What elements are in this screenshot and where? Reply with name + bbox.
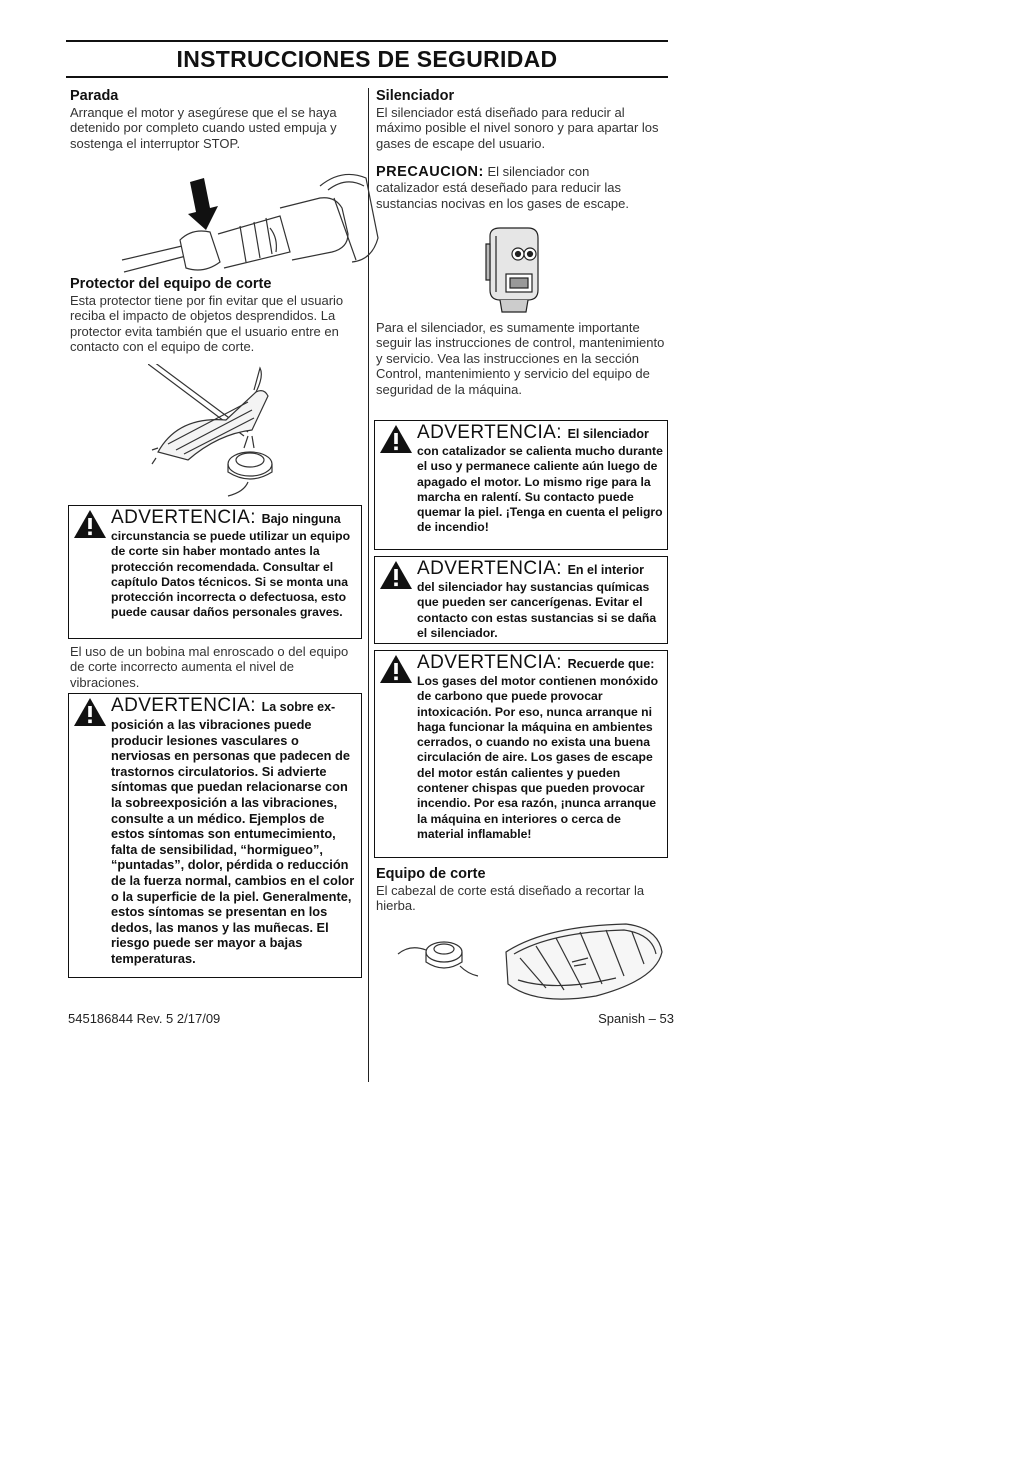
warning-box-guard xyxy=(68,505,362,639)
silenciador-heading: Silenciador xyxy=(376,88,455,104)
warning-title: ADVERTENCIA: La sobre ex- xyxy=(111,695,336,716)
down-arrow-icon xyxy=(188,178,218,230)
parada-heading: Parada xyxy=(70,88,119,104)
warning-triangle-icon xyxy=(73,697,107,727)
warning-text: con catalizador se calienta mucho durante el uso y permanece caliente aún luego de apagado el motor. Lo mismo rige para la marcha en ralentí. Su contacto puede quemar la piel. ¡Tenga en cuenta el peligro de incendio! xyxy=(417,444,663,535)
protector-text: Esta protector tiene por fin evitar que el usuario reciba el impacto de objetos desprendidos. La protector evita también que el usuario entre en contacto con el equipo de corte. xyxy=(70,293,344,355)
stop-switch-illustration xyxy=(120,168,380,286)
warning-text: circunstancia se puede utilizar un equipo de corte sin haber montado antes la protección recomendada. Consultar el capítulo Datos técnicos. Si se monta una protección incorrecta o defectuosa, esto puede causar daños personales graves. xyxy=(111,529,351,620)
warning-triangle-icon xyxy=(379,560,413,590)
warning-triangle-icon xyxy=(379,424,413,454)
page-title: INSTRUCCIONES DE SEGURIDAD xyxy=(66,40,668,78)
warning-triangle-icon xyxy=(379,654,413,684)
footer-docnum: 545186844 Rev. 5 2/17/09 xyxy=(68,1011,221,1026)
warning-text: del silenciador hay sustancias químicas que pueden ser cancerígenas. Evitar el contacto con estas sustancias si se daña el silenciador. xyxy=(417,580,657,640)
equipo-heading: Equipo de corte xyxy=(376,866,486,882)
precaucion-label: PRECAUCION: xyxy=(376,164,484,180)
warning-title: ADVERTENCIA: El silenciador xyxy=(417,422,649,443)
warning-box-exhaust xyxy=(374,650,668,858)
warning-text: Los gases del motor contienen monóxido de carbono que puede provocar intoxicación. Por eso, nunca arranque ni haga funcionar la máquina en ambientes cerrados, o cuando no exista una buena circulación de aire. Los gases de escape del motor están calientes y pueden contener chispas que pueden provocar incendio. Por esa razón, ¡nunca arranque la máquina en interiores o cerca de material inflamable! xyxy=(417,674,659,841)
warning-title: ADVERTENCIA: Recuerde que: xyxy=(417,652,655,673)
warning-box-hot-muffler xyxy=(374,420,668,550)
footer-page-number: Spanish – 53 xyxy=(598,1011,674,1026)
protector-heading: Protector del equipo de corte xyxy=(70,276,272,292)
muffler-illustration xyxy=(482,224,544,314)
precaucion-text: El silenciador con catalizador está deseñado para reducir las sustancias nocivas en los gases de escape. xyxy=(376,164,629,211)
guard-illustration xyxy=(148,364,348,500)
vibration-text: El uso de un bobina mal enroscado o del equipo de corte incorrecto aumenta el nivel de vibraciones. xyxy=(70,644,349,690)
warning-box-vibration xyxy=(68,693,362,978)
warning-box-chemicals xyxy=(374,556,668,644)
cutting-equipment-illustration xyxy=(396,922,672,1008)
warning-text: posición a las vibraciones puede producir lesiones vasculares o nerviosas en personas que padecen de trastornos circulatorios. Si advierte síntomas que puedan relacionarse con la sobreexposición a las vibraciones, consulte a un médico. Ejemplos de estos síntomas son entumecimiento, falta de sensibilidad, “hormigueo”, “puntadas”, dolor, pérdida o reducción de la fuerza normal, cambios en el color o la superficie de la piel. Generalmente, estos síntomas se presentan en los dedos, las manos y las muñecas. El riesgo puede ser mayor a bajas temperaturas. xyxy=(111,717,355,966)
warning-triangle-icon xyxy=(73,509,107,539)
muffler-text: Para el silenciador, es sumamente importante seguir las instrucciones de control, mantenimiento y servicio. Vea las instrucciones en la sección Control, mantenimiento y servicio del equipo de seguridad de la máquina. xyxy=(376,320,665,397)
warning-title: ADVERTENCIA: Bajo ninguna xyxy=(111,507,341,528)
precaucion-block xyxy=(376,164,648,211)
equipo-text: El cabezal de corte está diseñado a recortar la hierba. xyxy=(376,883,645,914)
silenciador-text: El silenciador está diseñado para reducir al máximo posible el nivel sonoro y para apartar los gases de escape del usuario. xyxy=(376,105,659,151)
warning-title: ADVERTENCIA: En el interior xyxy=(417,558,644,579)
parada-text: Arranque el motor y asegúrese que el se haya detenido por completo cuando usted empuja y sostenga el interruptor STOP. xyxy=(70,105,337,151)
